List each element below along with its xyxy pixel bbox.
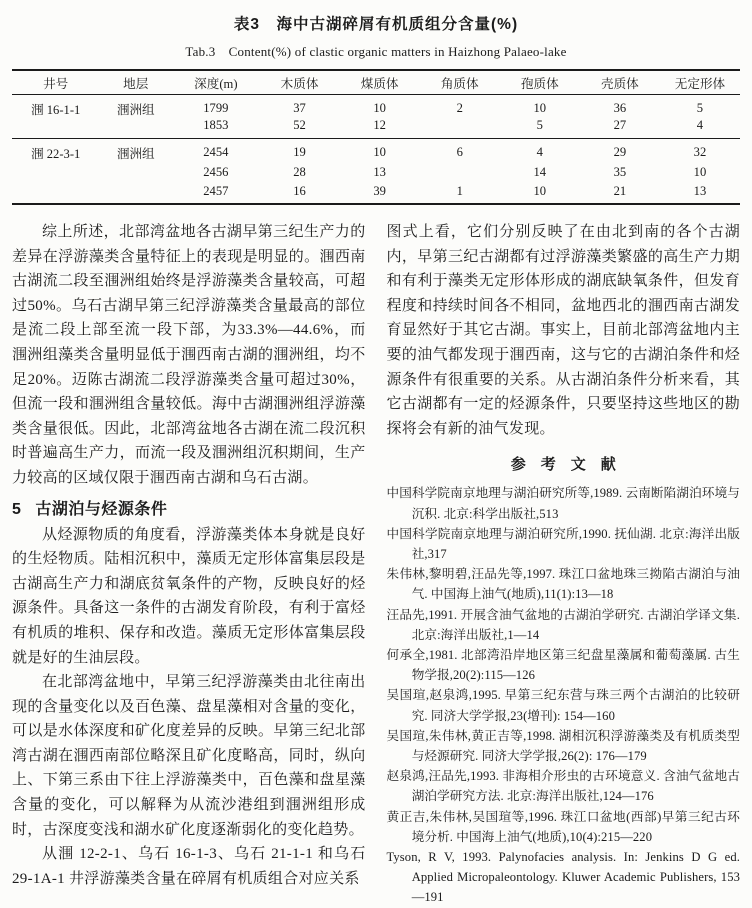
column-header-stratum: 地层	[99, 70, 172, 94]
table-row	[12, 94, 740, 118]
value-cell: 13	[373, 165, 386, 179]
value-cell: 10	[693, 165, 707, 179]
table-group-well-22-3-1	[12, 139, 740, 205]
column-header-depth: 深度(m)	[172, 70, 259, 94]
well-cell: 涠 22-3-1	[31, 147, 81, 161]
value-cell: 32	[693, 145, 707, 159]
reference-item: 何承全,1981. 北部湾沿岸地区第三纪盘星藻属和葡萄藻属. 古生物学报,20(2):115—126	[386, 647, 740, 683]
reference-item: 中国科学院南京地理与湖泊研究所等,1989. 云南断陷湖泊环境与沉积. 北京:科学出版社,513	[386, 486, 740, 521]
depth-cell: 2454	[203, 145, 229, 159]
value-cell: 5	[536, 118, 543, 133]
depth-cell: 2457	[203, 183, 229, 198]
column-header-amorphous: 无定形体	[660, 70, 740, 94]
value-cell	[420, 118, 500, 139]
formation-cell	[99, 118, 172, 139]
value-cell: 21	[613, 183, 627, 198]
organic-matter-content-table	[12, 69, 740, 205]
formation-cell	[99, 183, 172, 204]
value-cell: 35	[613, 165, 627, 179]
value-cell: 10	[533, 100, 547, 115]
references-list	[387, 483, 741, 907]
paragraph-source-material: 从烃源物质的角度看，浮游藻类体本身就是良好的生烃物质。陆相沉积中，藻质无定形体富集层段是古湖高生产力和湖底贫氧条件的产物，反映良好的烃源条件。具备这一条件的古湖发育阶段，有利于富烃有机质的堆积、保存和改造。藻质无定形体富集层段就是好的生油层段。	[12, 526, 366, 666]
value-cell: 28	[293, 165, 306, 179]
well-cell: 涠 16-1-1	[31, 102, 81, 117]
column-header-xylinite: 木质体	[260, 70, 340, 94]
references-heading: 参 考 文 献	[510, 456, 616, 474]
reference-item: 吴国瑄,赵泉鸿,1995. 早第三纪东营与珠三两个古湖泊的比较研究. 同济大学学报,23(增刊): 154—160	[386, 688, 740, 723]
column-header-vitrinite: 煤质体	[340, 70, 420, 94]
value-cell: 2	[456, 100, 463, 115]
well-cell	[12, 162, 99, 183]
value-cell: 5	[696, 100, 704, 115]
well-cell	[12, 183, 99, 204]
value-cell: 16	[293, 183, 306, 198]
paragraph-continuation: 图式上看，它们分别反映了在由北到南的各个古湖内，早第三纪古湖都有过浮游藻类繁盛的高生产力期和有利于藻类无定形体形成的湖底缺氧条件，但发育程度和持续时间各不相同，盆地西北的涠西南古湖发育显然好于其它古湖。事实上，目前北部湾盆地内主要的油气都发现于涠西南，这与它的古湖泊条件和烃源条件有很重要的关系。从古湖泊条件分析来看，其它古湖都有一定的烃源条件，只要坚持这些地区的勘探将会有新的油气发现。	[386, 224, 740, 437]
column-header-sporinite: 孢质体	[500, 70, 580, 94]
reference-item: 中国科学院南京地理与湖泊研究所,1990. 抚仙湖. 北京:海洋出版社,317	[386, 526, 740, 561]
section-heading-5	[12, 496, 366, 519]
depth-cell: 2456	[203, 165, 229, 179]
value-cell: 39	[373, 183, 386, 198]
value-cell	[420, 162, 500, 183]
value-cell: 6	[456, 145, 463, 159]
depth-cell: 1853	[203, 118, 229, 133]
column-header-cutinite: 角质体	[420, 70, 500, 94]
left-column	[12, 220, 366, 891]
value-cell: 37	[293, 100, 306, 115]
value-cell: 4	[536, 145, 543, 159]
section-number: 5	[12, 500, 22, 518]
value-cell: 12	[373, 118, 386, 133]
paragraph-summary: 综上所述，北部湾盆地各古湖早第三纪生产力的差异在浮游藻类含量特征上的表现是明显的。涠西南古湖流二段至涠洲组始终是浮游藻类含量较高，可超过50%。乌石古湖早第三纪浮游藻类含量最高的部位是流二段上部至流一段下部，为33.3%—44.6%，而涠洲组藻类含量明显低于涠西南古湖的涠洲组，均不足20%。迈陈古湖流二段浮游藻类含量可超过30%，但流一段和涠洲组含量较低。海中古湖涠洲组浮游藻类含量很低。因此，北部湾盆地各古湖在流二段沉积时普遍高生产力，而流一段及涠洲组沉积期间，生产力较高的区域仅限于涠西南古湖和乌石古湖。	[12, 224, 366, 486]
value-cell: 19	[293, 145, 306, 159]
value-cell: 10	[373, 100, 386, 115]
paragraph-wells-correspondence: 从涠 12-2-1、乌石 16-1-3、乌石 21-1-1 和乌石 29-1A-1 井浮游藻类含量在碎屑有机质组合对应关系	[12, 846, 366, 887]
value-cell: 13	[693, 183, 707, 198]
reference-item: 吴国瑄,朱伟林,黄正吉等,1998. 湖相沉积浮游藻类及有机质类型与烃源研究. 同济大学学报,26(2): 176—179	[386, 728, 740, 763]
reference-item: 汪品先,1991. 开展含油气盆地的古湖泊学研究. 古湖泊学译文集. 北京:海洋出版社,1—14	[386, 607, 740, 642]
reference-item: 朱伟林,黎明碧,汪品先等,1997. 珠江口盆地珠三拗陷古湖泊与油气. 中国海上油气(地质),11(1):13—18	[386, 567, 740, 602]
value-cell: 52	[293, 118, 306, 133]
table-header-row	[12, 70, 740, 94]
column-header-well: 井号	[12, 70, 99, 94]
table-row	[12, 139, 740, 163]
table-row	[12, 162, 740, 183]
reference-item: 黄正吉,朱伟林,吴国瑄等,1996. 珠江口盆地(西部)早第三纪古环境分析. 中国海上油气(地质),10(4):215—220	[386, 809, 740, 844]
value-cell: 36	[613, 100, 627, 115]
section-title: 古湖泊与烃源条件	[35, 500, 168, 518]
well-cell	[12, 118, 99, 139]
formation-cell: 涠洲组	[116, 147, 155, 161]
formation-cell	[99, 162, 172, 183]
table-row	[12, 118, 740, 139]
table-title: 表3 海中古湖碎屑有机质组分含量(%)	[233, 16, 519, 33]
value-cell: 10	[533, 183, 547, 198]
right-column	[387, 220, 741, 908]
value-cell: 10	[373, 145, 386, 159]
reference-item: Tyson, R V, 1993. Palynofacies analysis. In: Jenkins D G ed. Applied Micropaleontology. Kluwer Academic Publishers, 153—191	[386, 850, 740, 905]
formation-cell: 涠洲组	[116, 102, 155, 117]
value-cell: 1	[456, 183, 463, 198]
value-cell: 27	[613, 118, 627, 133]
reference-item: 赵泉鸿,汪品先,1993. 非海相介形虫的古环境意义. 含油气盆地古湖泊学研究方法. 北京:海洋出版社,124—176	[386, 769, 740, 804]
paragraph-algae-variation: 在北部湾盆地中，早第三纪浮游藻类由北往南出现的含量变化以及百色藻、盘星藻相对含量的变化，可以是水体深度和矿化度差异的反映。早第三纪北部湾古湖在涠西南部位略深且矿化度略高，同时，纵向上、下第三系由下往上浮游藻类中，百色藻和盘星藻含量的变化，可以解释为从流沙港组到涠洲组形成时，古深度变浅和湖水矿化度逐渐弱化的变化趋势。	[12, 674, 366, 838]
column-header-exinite: 壳质体	[580, 70, 660, 94]
value-cell: 4	[696, 118, 704, 133]
table-row	[12, 183, 740, 204]
two-column-body	[12, 220, 740, 908]
value-cell: 29	[613, 145, 627, 159]
value-cell: 14	[533, 165, 547, 179]
table-group-well-16-1-1	[12, 94, 740, 139]
depth-cell: 1799	[203, 100, 229, 115]
table-subtitle-english: Tab.3 Content(%) of clastic organic matters in Haizhong Palaeo-lake	[185, 44, 567, 59]
